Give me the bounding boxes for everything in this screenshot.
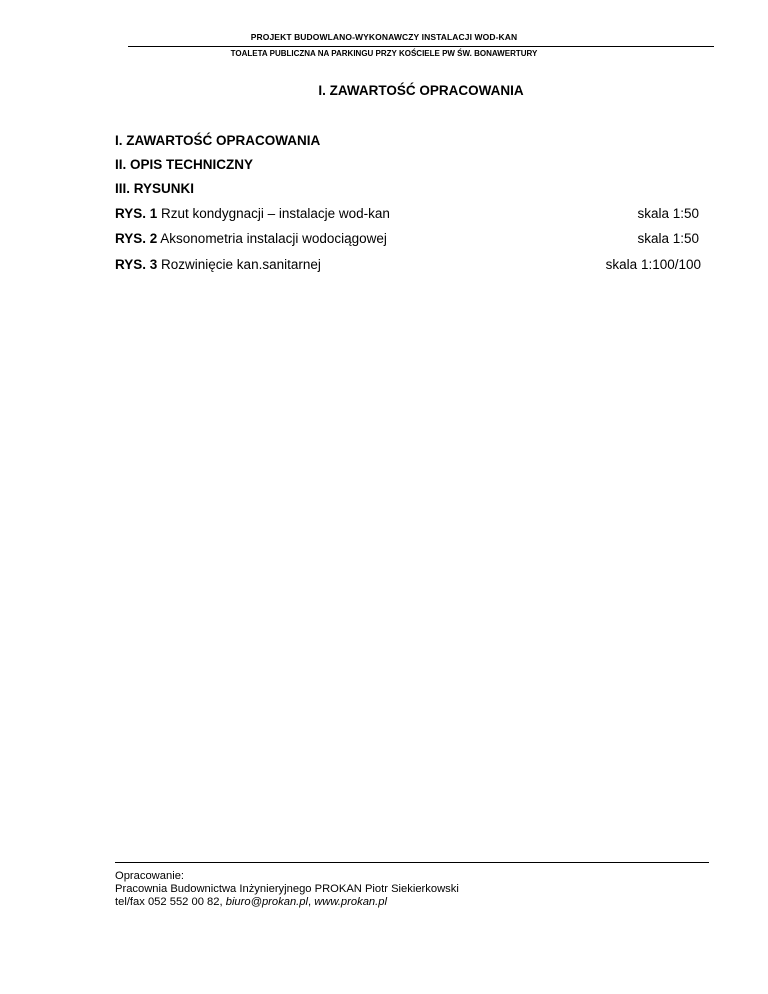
footer-email-link[interactable]: biuro@prokan.pl [225,896,308,908]
drawing-code: RYS. 1 [115,206,158,221]
toc-drawing-row-1 [115,206,701,222]
footer-company: Pracownia Budownictwa Inżynieryjnego PROKAN Piotr Siekierkowski [115,883,459,895]
toc-section-technical-description: II. OPIS TECHNICZNY [115,157,254,172]
header-object-title: TOALETA PUBLICZNA NA PARKINGU PRZY KOŚCIELE PW ŚW. BONAWERTURY [230,49,538,58]
drawing-title: Rzut kondygnacji – instalacje wod-kan [157,206,390,221]
drawing-scale: skala 1:50 [637,206,699,221]
footer-website-link[interactable]: www.prokan.pl [314,896,387,908]
drawing-code: RYS. 2 [115,231,158,246]
toc-section-contents: I. ZAWARTOŚĆ OPRACOWANIA [115,133,321,148]
footer-separator: , [307,896,315,908]
toc-drawing-row-2 [115,231,701,247]
page-title: I. ZAWARTOŚĆ OPRACOWANIA [318,83,524,98]
drawing-scale: skala 1:50 [637,231,699,246]
footer-divider [115,862,709,863]
footer-label: Opracowanie: [115,870,185,882]
drawing-scale: skala 1:100/100 [605,257,701,272]
drawing-code: RYS. 3 [115,257,158,272]
header-divider [128,46,714,47]
footer-phone: tel/fax 052 552 00 82, [115,896,226,908]
footer-contact [115,896,387,909]
drawing-title: Aksonometria instalacji wodociągowej [157,231,387,246]
toc-section-drawings: III. RYSUNKI [115,181,195,196]
header-project-title: PROJEKT BUDOWLANO-WYKONAWCZY INSTALACJI WOD-KAN [250,32,518,42]
drawing-title: Rozwinięcie kan.sanitarnej [157,257,321,272]
toc-drawing-row-3 [115,257,701,273]
